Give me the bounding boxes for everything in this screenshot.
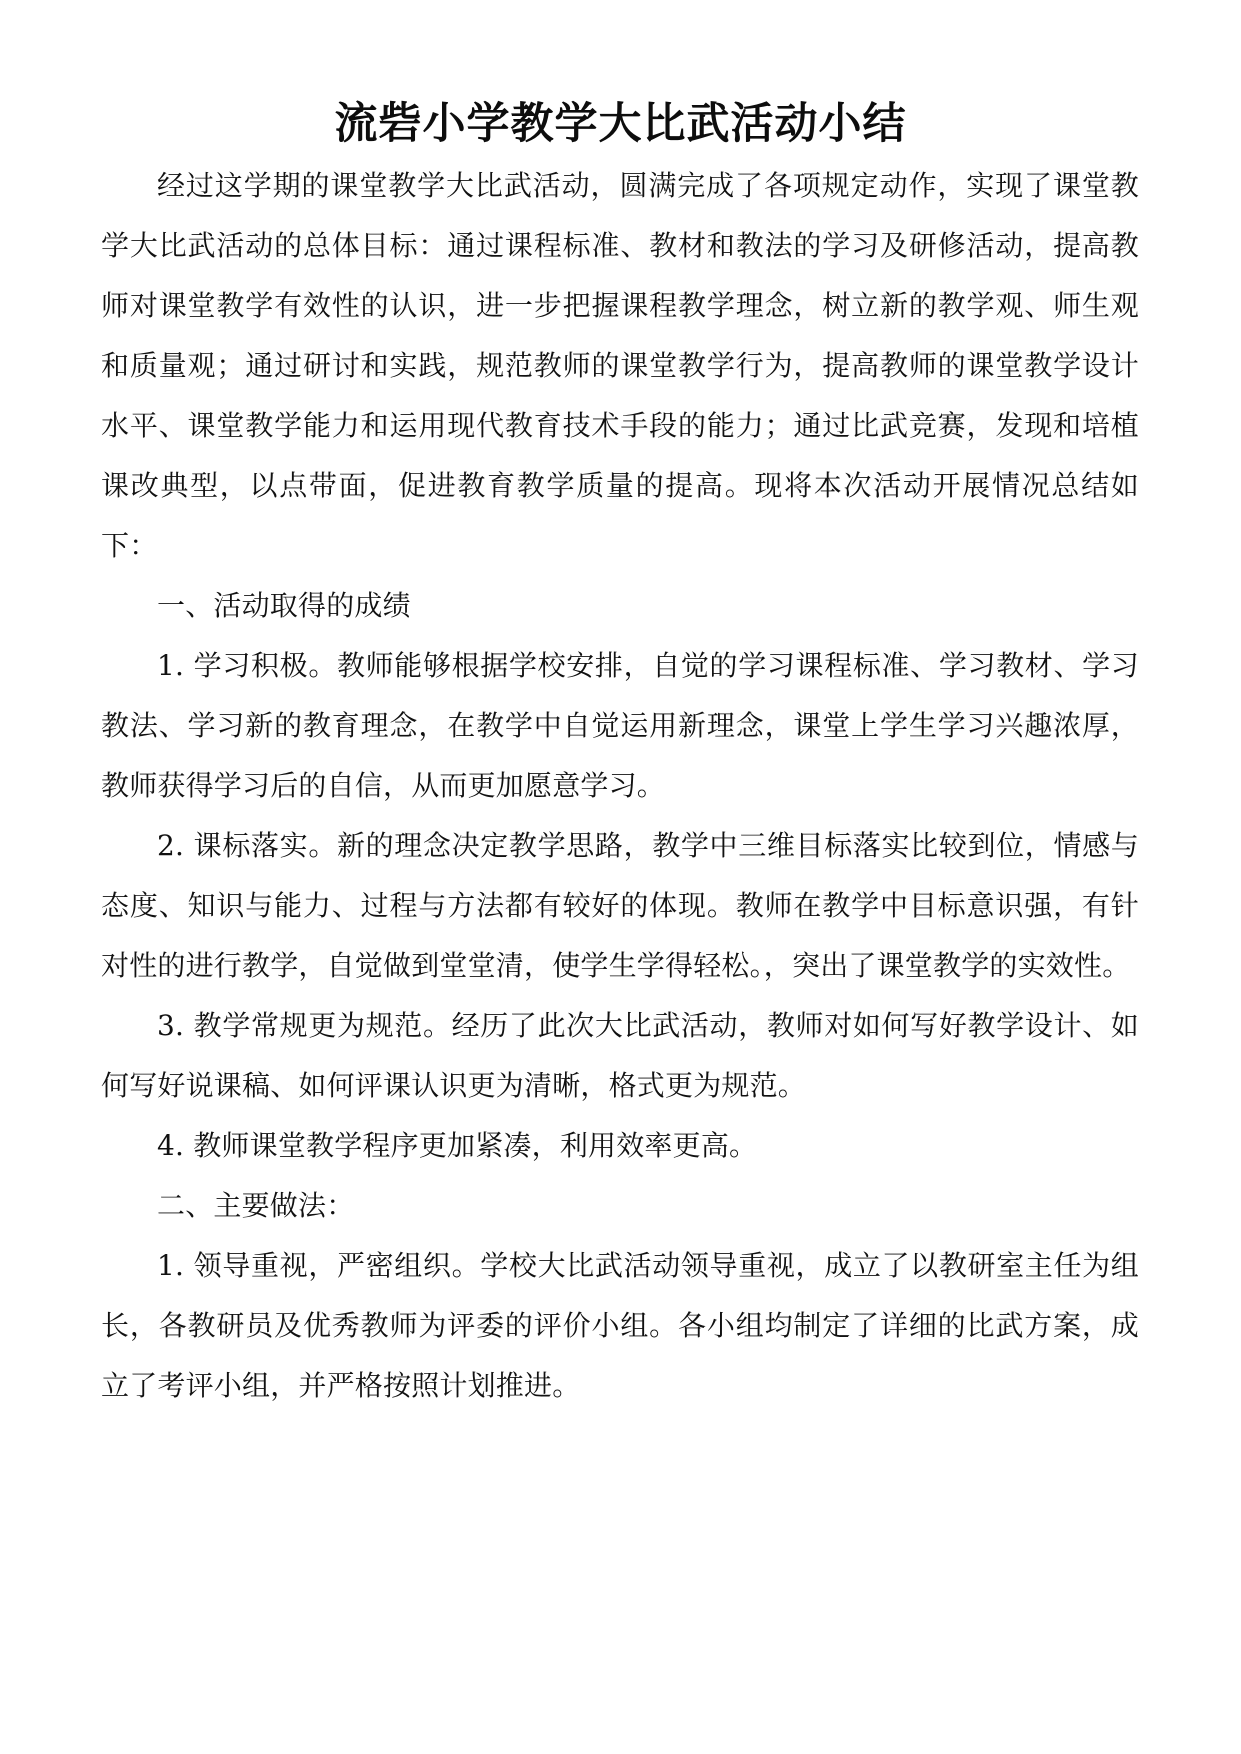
paragraph-achievement-2: 2. 课标落实。新的理念决定教学思路，教学中三维目标落实比较到位，情感与态度、知识与能力、过程与方法都有较好的体现。教师在教学中目标意识强，有针对性的进行教学，自觉做到堂堂清，使学生学得轻松。，突出了课堂教学的实效性。 — [101, 829, 1139, 982]
document-title: 流砦小学教学大比武活动小结 — [334, 99, 907, 149]
paragraph-achievement-1: 1. 学习积极。教师能够根据学校安排，自觉的学习课程标准、学习教材、学习教法、学习新的教育理念，在教学中自觉运用新理念，课堂上学生学习兴趣浓厚，教师获得学习后的自信，从而更加愿意学习。 — [101, 649, 1139, 802]
paragraph-achievement-3: 3. 教学常规更为规范。经历了此次大比武活动，教师对如何写好教学设计、如何写好说课稿、如何评课认识更为清晰，格式更为规范。 — [101, 1009, 1139, 1102]
document-body — [101, 156, 1139, 1416]
paragraph-achievement-4: 4. 教师课堂教学程序更加紧凑，利用效率更高。 — [157, 1129, 758, 1162]
paragraph-intro: 经过这学期的课堂教学大比武活动，圆满完成了各项规定动作，实现了课堂教学大比武活动的总体目标：通过课程标准、教材和教法的学习及研修活动，提高教师对课堂教学有效性的认识，进一步把握课程教学理念，树立新的教学观、师生观和质量观；通过研讨和实践，规范教师的课堂教学行为，提高教师的课堂教学设计水平、课堂教学能力和运用现代教育技术手段的能力；通过比武竞赛，发现和培植课改典型，以点带面，促进教育教学质量的提高。现将本次活动开展情况总结如下： — [101, 169, 1139, 562]
section-heading-achievements: 一、活动取得的成绩 — [157, 589, 411, 622]
paragraph-method-1: 1. 领导重视，严密组织。学校大比武活动领导重视，成立了以教研室主任为组长，各教研员及优秀教师为评委的评价小组。各小组均制定了详细的比武方案，成立了考评小组，并严格按照计划推进。 — [101, 1249, 1139, 1402]
section-heading-methods: 二、主要做法： — [157, 1189, 355, 1222]
